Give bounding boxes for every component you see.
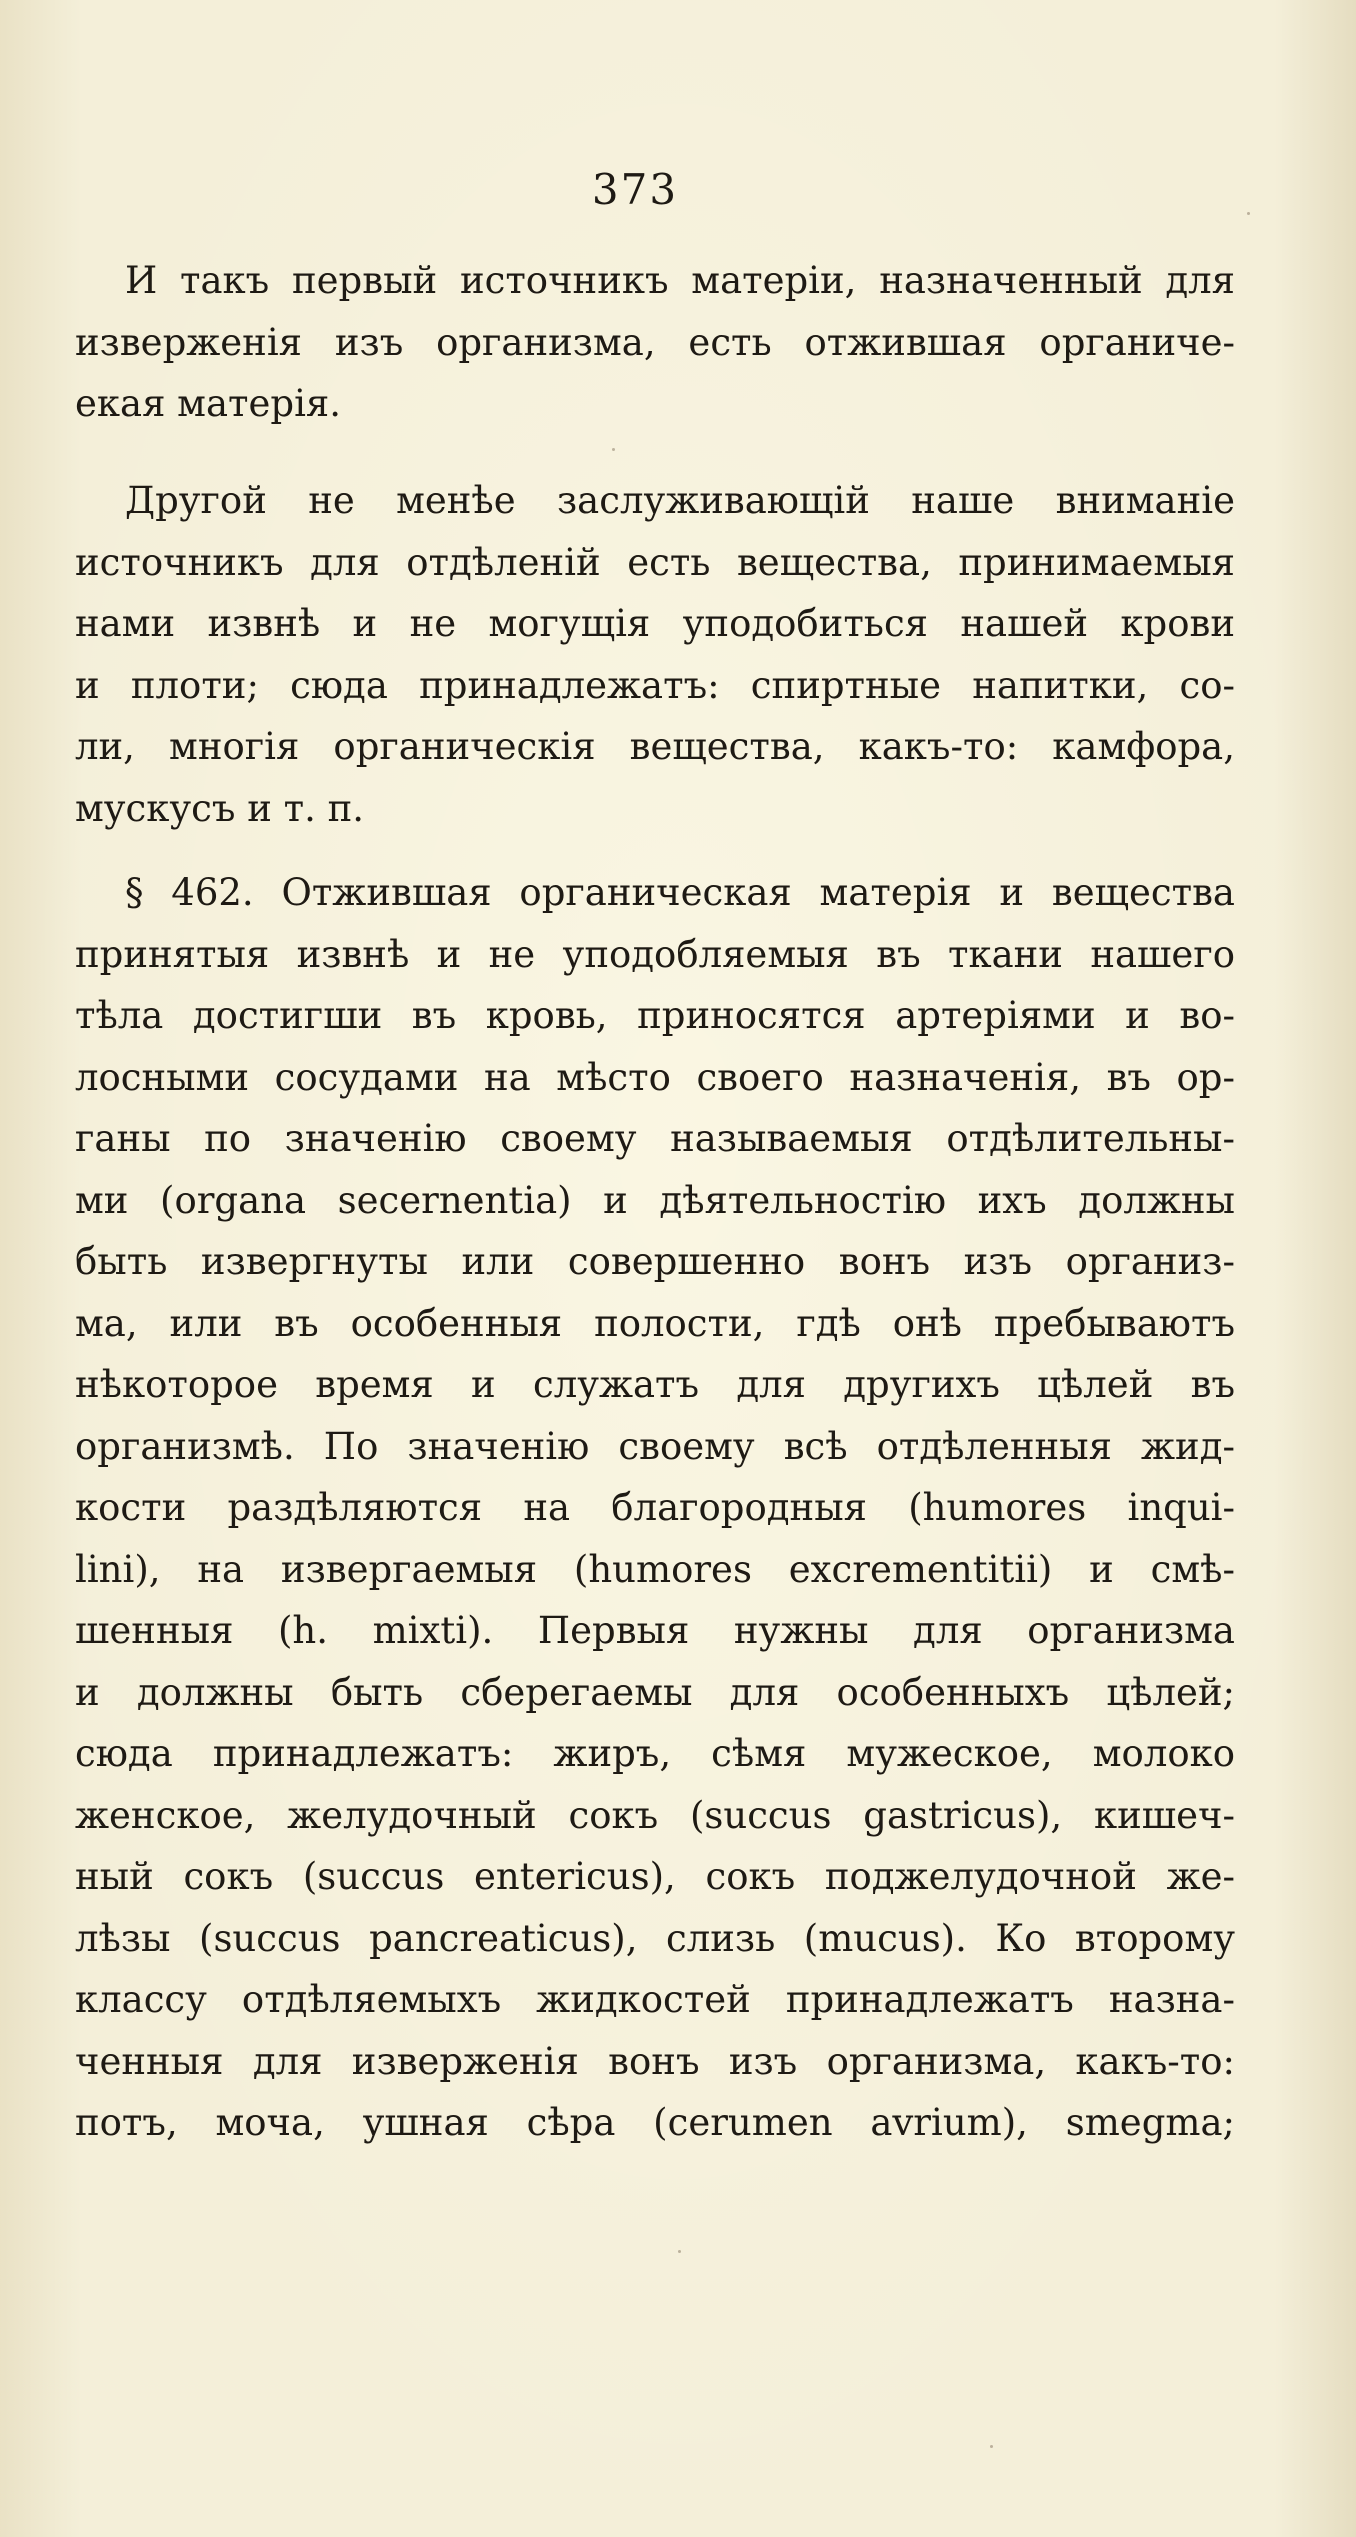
text-line: ный сокъ (succus entericus), сокъ поджелудочной же- <box>75 1855 1235 1898</box>
text-line: быть извергнуты или совершенно вонъ изъ организ- <box>75 1240 1235 1283</box>
text-line: лѣзы (succus pancreaticus), слизь (mucus). Ко второму <box>75 1916 1235 1960</box>
text-line: кости раздѣляются на благородныя (humores inqui- <box>75 1486 1235 1529</box>
paper-speck <box>1247 212 1250 215</box>
text-line: мускусъ и т. п. <box>75 786 365 830</box>
text-line: ченныя для изверженiя вонъ изъ организма, какъ-то: <box>75 2039 1235 2083</box>
text-line: и должны быть сберегаемы для особенныхъ цѣлей; <box>75 1670 1235 1714</box>
paragraph-2 <box>75 470 1235 839</box>
paper-speck <box>678 2250 681 2253</box>
text-line: потъ, моча, ушная сѣра (cerumen avrium), smegma; <box>75 2101 1235 2144</box>
text-line: источникъ для отдѣленiй есть вещества, принимаемыя <box>75 540 1235 584</box>
text-line: шенныя (h. mixti). Первыя нужны для организма <box>75 1609 1235 1652</box>
text-line: ми (organa secernentia) и дѣятельностiю ихъ должны <box>75 1178 1235 1222</box>
text-line: классу отдѣляемыхъ жидкостей принадлежатъ назна- <box>75 1978 1235 2021</box>
text-line: ма, или въ особенныя полости, гдѣ онѣ пребываютъ <box>75 1301 1235 1345</box>
text-line: Другой не менѣе заслуживающiй наше вниманiе <box>125 479 1235 522</box>
text-line: принятыя извнѣ и не уподобляемыя въ ткани нашего <box>75 932 1235 976</box>
paragraph-1 <box>75 250 1235 435</box>
text-line: и плоти; сюда принадлежатъ: спиртные напитки, со- <box>75 663 1235 707</box>
text-line: екая матерiя. <box>75 382 342 425</box>
text-line: изверженiя изъ организма, есть отжившая органиче- <box>75 320 1235 364</box>
text-line: § 462. Отжившая органическая матерiя и вещества <box>125 871 1235 914</box>
text-line: И такъ первый источникъ матерiи, назначенный для <box>125 259 1235 302</box>
page-number: 373 <box>591 165 679 214</box>
text-line: нѣкоторое время и служатъ для другихъ цѣлей въ <box>75 1363 1235 1406</box>
text-line: lini), на извергаемыя (humores excrementitii) и смѣ- <box>75 1547 1235 1591</box>
text-line: нами извнѣ и не могущiя уподобиться нашей крови <box>75 602 1235 645</box>
text-line: тѣла достигши въ кровь, приносятся артерiями и во- <box>75 994 1235 1037</box>
paper-speck <box>612 448 615 451</box>
text-line: ганы по значенiю своему называемыя отдѣлительны- <box>75 1117 1235 1160</box>
text-line: организмѣ. По значенiю своему всѣ отдѣленныя жид- <box>75 1424 1235 1468</box>
text-line: сюда принадлежатъ: жиръ, сѣмя мужеское, молоко <box>75 1732 1235 1775</box>
text-line: женское, желудочный сокъ (succus gastricus), кишеч- <box>75 1793 1235 1837</box>
text-line: лосными сосудами на мѣсто своего назначенiя, въ ор- <box>75 1055 1235 1099</box>
paper-speck <box>990 2445 993 2448</box>
paragraph-3 <box>75 862 1235 2154</box>
text-line: ли, многiя органическiя вещества, какъ-то: камфора, <box>75 725 1235 768</box>
